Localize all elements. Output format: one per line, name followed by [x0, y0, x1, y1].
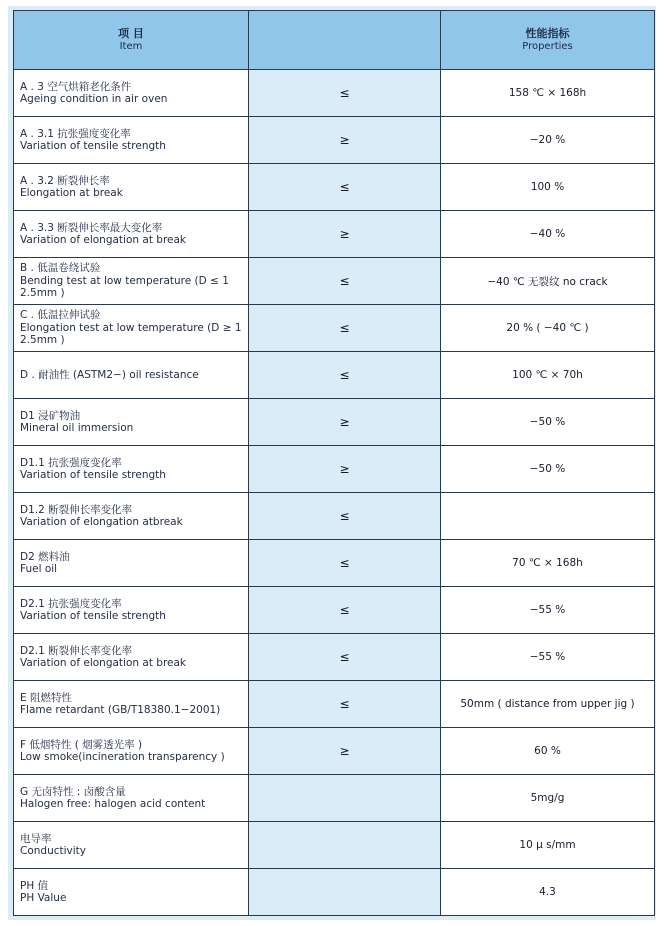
table-header-row [14, 11, 655, 70]
item-cell [14, 587, 249, 634]
item-en-label: Halogen free: halogen acid content [20, 798, 206, 810]
property-value-cell: −50 % [441, 446, 655, 493]
property-value-cell: 100 % [441, 164, 655, 211]
table-row [14, 211, 655, 258]
table-row [14, 164, 655, 211]
item-cn-label: E 阻燃特性 [20, 691, 72, 704]
item-cn-label: PH 值 [20, 879, 49, 892]
property-value-cell: 158 ℃ × 168h [441, 70, 655, 117]
header-properties [441, 11, 655, 70]
property-value-cell: −40 ℃ 无裂纹 no crack [441, 258, 655, 305]
header-item-cn: 项 目 [118, 27, 144, 40]
table-row [14, 681, 655, 728]
item-en-label: Variation of tensile strength [20, 610, 166, 622]
item-cn-label: A . 3.3 断裂伸长率最大变化率 [20, 221, 163, 234]
item-cn-label: A . 3.1 抗张强度变化率 [20, 127, 131, 140]
item-en-label: Variation of tensile strength [20, 140, 166, 152]
item-en-label: Bending test at low temperature (D ≤ 1 2.5mm ) [20, 274, 229, 300]
table-row [14, 305, 655, 352]
item-en-label: Variation of elongation atbreak [20, 516, 183, 528]
item-en-label: Variation of tensile strength [20, 469, 166, 481]
table-row [14, 728, 655, 775]
item-en-label: Variation of elongation at break [20, 657, 187, 669]
item-cn-label: D2.1 抗张强度变化率 [20, 597, 122, 610]
comparison-cell: ≤ [249, 352, 441, 399]
item-cell [14, 305, 249, 352]
comparison-cell: ≤ [249, 70, 441, 117]
item-cn-label: G 无卤特性 : 卤酸含量 [20, 785, 126, 798]
comparison-cell: ≤ [249, 681, 441, 728]
item-cn-label: D1.1 抗张强度变化率 [20, 456, 122, 469]
comparison-cell: ≥ [249, 446, 441, 493]
item-cn-label: D . 耐油性 (ASTM2−) oil resistance [20, 368, 199, 381]
item-cell [14, 634, 249, 681]
table-row [14, 493, 655, 540]
table-row [14, 634, 655, 681]
table-row [14, 352, 655, 399]
item-cell [14, 822, 249, 869]
property-value-cell: −55 % [441, 634, 655, 681]
table-row [14, 70, 655, 117]
property-value-cell: −55 % [441, 587, 655, 634]
item-en-label: Elongation at break [20, 187, 123, 199]
property-value-cell: −40 % [441, 211, 655, 258]
table-row [14, 587, 655, 634]
item-en-label: Ageing condition in air oven [20, 93, 168, 105]
table-row [14, 540, 655, 587]
item-cell [14, 728, 249, 775]
header-comparison [249, 11, 441, 70]
item-en-label: Fuel oil [20, 563, 58, 575]
item-en-label: Flame retardant (GB/T18380.1−2001) [20, 704, 221, 716]
item-cell [14, 446, 249, 493]
item-en-label: Elongation test at low temperature (D ≥ 1 2.5mm ) [20, 321, 242, 347]
item-cell [14, 399, 249, 446]
table-row [14, 822, 655, 869]
comparison-cell: ≤ [249, 305, 441, 352]
property-value-cell: 4.3 [441, 869, 655, 916]
property-value-cell: 10 μ s/mm [441, 822, 655, 869]
properties-table [13, 10, 655, 916]
property-value-cell: 20 % ( −40 ℃ ) [441, 305, 655, 352]
header-item-en: Item [119, 41, 143, 52]
item-cell [14, 117, 249, 164]
header-item [14, 11, 249, 70]
item-cell [14, 540, 249, 587]
table-row [14, 399, 655, 446]
item-cn-label: A . 3 空气烘箱老化条件 [20, 80, 132, 93]
table-row [14, 117, 655, 164]
comparison-cell [249, 822, 441, 869]
comparison-cell [249, 869, 441, 916]
item-en-label: Conductivity [20, 845, 86, 857]
header-properties-cn: 性能指标 [525, 27, 570, 40]
item-cn-label: D2 燃料油 [20, 550, 70, 563]
property-value-cell: 100 ℃ × 70h [441, 352, 655, 399]
item-cell [14, 493, 249, 540]
property-value-cell: 70 ℃ × 168h [441, 540, 655, 587]
item-cn-label: D1.2 断裂伸长率变化率 [20, 503, 133, 516]
item-cell [14, 352, 249, 399]
table-row [14, 446, 655, 493]
item-cell [14, 211, 249, 258]
item-en-label: PH Value [20, 892, 67, 904]
item-en-label: Mineral oil immersion [20, 422, 134, 434]
item-cn-label: D2.1 断裂伸长率变化率 [20, 644, 133, 657]
property-value-cell [441, 493, 655, 540]
table-row [14, 869, 655, 916]
comparison-cell: ≥ [249, 117, 441, 164]
header-properties-en: Properties [522, 41, 573, 52]
item-cn-label: D1 浸矿物油 [20, 409, 81, 422]
item-cn-label: 电导率 [20, 832, 52, 845]
item-cn-label: F 低烟特性 ( 烟雾透光率 ) [20, 738, 143, 751]
property-value-cell: 5mg/g [441, 775, 655, 822]
item-cell [14, 164, 249, 211]
comparison-cell: ≤ [249, 164, 441, 211]
table-row [14, 775, 655, 822]
property-value-cell: −20 % [441, 117, 655, 164]
property-value-cell: 60 % [441, 728, 655, 775]
item-cell [14, 681, 249, 728]
item-en-label: Low smoke(incineration transparency ) [20, 751, 225, 763]
comparison-cell: ≥ [249, 728, 441, 775]
comparison-cell: ≥ [249, 399, 441, 446]
comparison-cell: ≤ [249, 540, 441, 587]
item-en-label: Variation of elongation at break [20, 234, 187, 246]
comparison-cell: ≤ [249, 493, 441, 540]
item-cell [14, 869, 249, 916]
comparison-cell: ≤ [249, 587, 441, 634]
item-cn-label: C . 低温拉伸试验 [20, 309, 101, 322]
comparison-cell: ≥ [249, 211, 441, 258]
item-cell [14, 70, 249, 117]
property-value-cell: −50 % [441, 399, 655, 446]
item-cn-label: B . 低温卷绕试验 [20, 262, 101, 275]
item-cn-label: A . 3.2 断裂伸长率 [20, 174, 110, 187]
item-cell [14, 258, 249, 305]
comparison-cell [249, 775, 441, 822]
comparison-cell: ≤ [249, 634, 441, 681]
item-cell [14, 775, 249, 822]
property-value-cell: 50mm ( distance from upper jig ) [441, 681, 655, 728]
comparison-cell: ≤ [249, 258, 441, 305]
table-row [14, 258, 655, 305]
